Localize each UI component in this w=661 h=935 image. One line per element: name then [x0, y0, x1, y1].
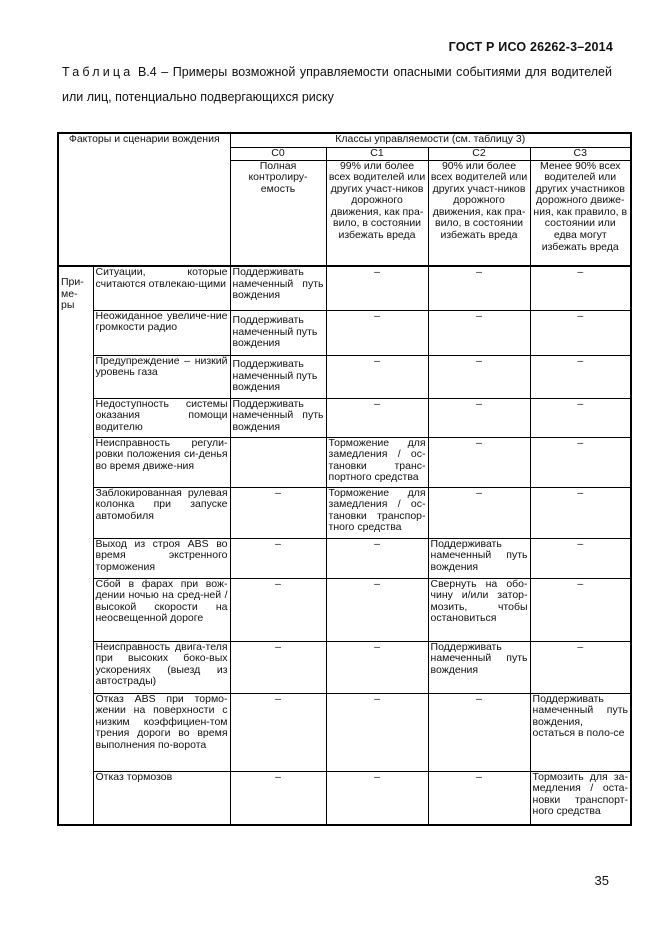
- c3-cell: Поддерживать намеченный путь вождения, остаться в поло-се: [530, 693, 631, 771]
- scenario-cell: Отказ ABS при тормо-жении на поверхности с низким коэффициен-том трения дороги во время выполнения по-ворота: [93, 693, 230, 771]
- c1-cell: –: [326, 578, 428, 641]
- c2-cell: –: [428, 398, 530, 437]
- examples-label: При-ме-ры: [58, 266, 93, 825]
- c0-cell: –: [230, 487, 326, 538]
- c3-cell: –: [530, 487, 631, 538]
- caption-label: Таблица: [62, 65, 134, 79]
- document-code: ГОСТ Р ИСО 26262-3–2014: [448, 40, 613, 54]
- c2-cell: –: [428, 693, 530, 771]
- c2-cell: Поддерживать намеченный путь вождения: [428, 538, 530, 578]
- class-c2: C2: [428, 147, 530, 160]
- c2-cell: –: [428, 355, 530, 398]
- table-row: [58, 771, 631, 825]
- c3-cell: –: [530, 355, 631, 398]
- table-row: [58, 538, 631, 578]
- table-row: [58, 266, 631, 310]
- table-row: [58, 355, 631, 398]
- factors-header: Факторы и сценарии вождения: [58, 133, 230, 266]
- c1-cell: Торможение для замедления / ос-тановки транс-портного средства: [326, 437, 428, 487]
- c3-cell: Тормозить для за-медления / оста-новки транспорт-ного средства: [530, 771, 631, 825]
- c0-cell: Поддерживать намеченный путь вождения: [230, 398, 326, 437]
- scenario-cell: Неисправность двига-теля при высоких боко-вых ускорениях (выезд из автострады): [93, 641, 230, 693]
- c1-cell: –: [326, 771, 428, 825]
- class-c3: C3: [530, 147, 631, 160]
- c0-cell: –: [230, 578, 326, 641]
- caption-text: – Примеры возможной управляемости опасными событиями для водителей или лиц, потенциально подвергающихся риску: [62, 65, 612, 104]
- class-c3-description: Менее 90% всех водителей или других участников дорожного движе-ния, как правило, в состоянии или едва могут избежать вреда: [530, 160, 631, 266]
- c2-cell: –: [428, 487, 530, 538]
- scenario-cell: Неисправность регули-ровки положения си-денья во время движе-ния: [93, 437, 230, 487]
- page-number: 35: [594, 873, 609, 888]
- c3-cell: –: [530, 310, 631, 355]
- class-c0: C0: [230, 147, 326, 160]
- scenario-cell: Сбой в фарах при вож-дении ночью на сред-ней / высокой скорости на неосвещенной дороге: [93, 578, 230, 641]
- table-row: [58, 641, 631, 693]
- c0-cell: Поддерживать намеченный путь вождения: [230, 310, 326, 355]
- scenario-cell: Неожиданное увеличе-ние громкости радио: [93, 310, 230, 355]
- classes-header: Классы управляемости (см. таблицу 3): [230, 133, 631, 147]
- c1-cell: –: [326, 538, 428, 578]
- c2-cell: –: [428, 771, 530, 825]
- c2-cell: Свернуть на обо-чину и/или затор-мозить, чтобы остановиться: [428, 578, 530, 641]
- table-row: [58, 578, 631, 641]
- c1-cell: Торможение для замедления / ос-тановки транспор-тного средства: [326, 487, 428, 538]
- c3-cell: –: [530, 266, 631, 310]
- table-row: [58, 310, 631, 355]
- c0-cell: –: [230, 771, 326, 825]
- c0-cell: –: [230, 641, 326, 693]
- c3-cell: –: [530, 538, 631, 578]
- scenario-cell: Недоступность системы оказания помощи водителю: [93, 398, 230, 437]
- scenario-cell: Отказ тормозов: [93, 771, 230, 825]
- c1-cell: –: [326, 266, 428, 310]
- c0-cell: [230, 437, 326, 487]
- c2-cell: Поддерживать намеченный путь вождения: [428, 641, 530, 693]
- c3-cell: –: [530, 437, 631, 487]
- c2-cell: –: [428, 310, 530, 355]
- table-row: [58, 398, 631, 437]
- c1-cell: –: [326, 641, 428, 693]
- c1-cell: –: [326, 693, 428, 771]
- table-caption: [62, 60, 612, 110]
- scenario-cell: Предупреждение – низкий уровень газа: [93, 355, 230, 398]
- c3-cell: –: [530, 578, 631, 641]
- c0-cell: –: [230, 693, 326, 771]
- table-row: [58, 487, 631, 538]
- c1-cell: –: [326, 310, 428, 355]
- c1-cell: –: [326, 398, 428, 437]
- table-row: [58, 693, 631, 771]
- scenario-cell: Ситуации, которые считаются отвлекаю-щими: [93, 266, 230, 310]
- c1-cell: –: [326, 355, 428, 398]
- scenario-cell: Выход из строя ABS во время экстренного торможения: [93, 538, 230, 578]
- c0-cell: Поддерживать намеченный путь вождения: [230, 266, 326, 310]
- class-c0-description: Полная контролиру-емость: [230, 160, 326, 266]
- c0-cell: Поддерживать намеченный путь вождения: [230, 355, 326, 398]
- scenario-cell: Заблокированная рулевая колонка при запуске автомобиля: [93, 487, 230, 538]
- c3-cell: –: [530, 398, 631, 437]
- c0-cell: –: [230, 538, 326, 578]
- controllability-table: [57, 132, 632, 826]
- c3-cell: –: [530, 641, 631, 693]
- c2-cell: –: [428, 437, 530, 487]
- caption-number: В.4: [137, 65, 157, 79]
- class-c1: C1: [326, 147, 428, 160]
- c2-cell: –: [428, 266, 530, 310]
- class-c2-description: 90% или более всех водителей или других участ-ников дорожного движения, как пра-вило, в состоянии избежать вреда: [428, 160, 530, 266]
- class-c1-description: 99% или более всех водителей или других участ-ников дорожного движения, как пра-вило, в состоянии избежать вреда: [326, 160, 428, 266]
- table-row: [58, 437, 631, 487]
